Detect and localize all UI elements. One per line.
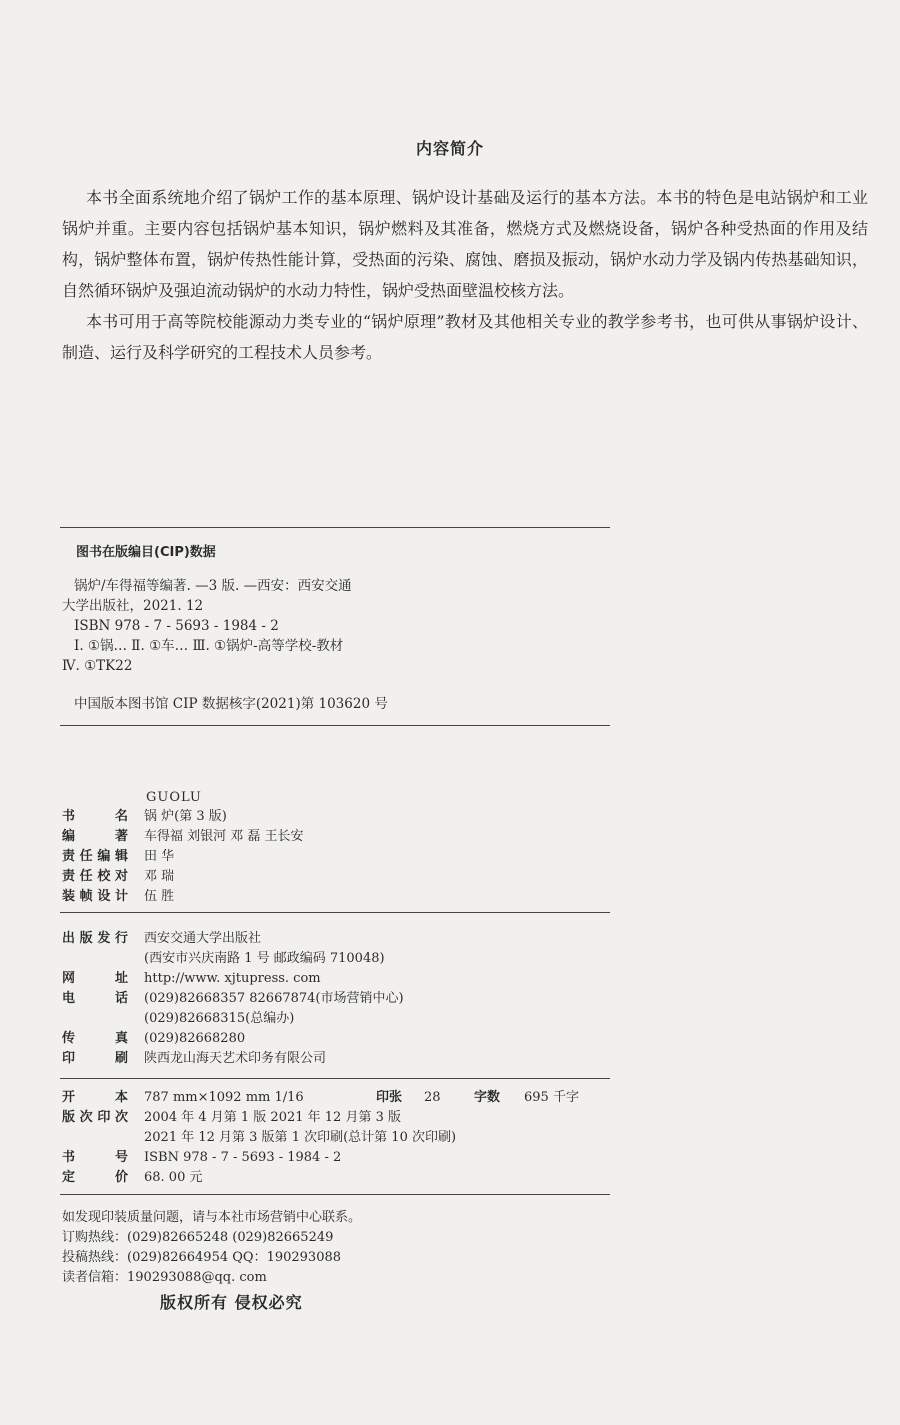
cip-record-number: 中国版本图书馆 CIP 数据核字(2021)第 103620 号 [74,696,388,712]
notice-line: 如发现印装质量问题，请与本社市场营销中心联系。 [62,1210,362,1225]
book-pinyin: GUOLU [146,790,202,805]
publisher-row-address [62,949,404,969]
row-label: 开本 [62,1090,128,1105]
sheets-label: 印张 [376,1090,403,1105]
row-value: 68. 00 元 [144,1170,203,1185]
row-label: 出版发行 [62,931,128,946]
publisher-row-phone-2 [62,1009,404,1029]
row-value: 西安交通大学出版社 [144,931,262,946]
book-info [62,807,304,907]
row-label: 装帧设计 [62,889,128,904]
notice-line: 订购热线：(029)82665248 (029)82665249 [62,1230,334,1245]
cip-line: ISBN 978 - 7 - 5693 - 1984 - 2 [74,618,279,634]
row-value: (029)82668315(总编办) [144,1011,295,1026]
intro-title: 内容简介 [415,139,484,158]
row-value: (西安市兴庆南路 1 号 邮政编码 710048) [144,951,385,966]
cip-bottom-rule [60,725,610,726]
row-value: 锅 炉(第 3 版) [144,809,227,824]
row-label: 印刷 [62,1051,128,1066]
book-row-authors [62,827,304,847]
cip-line: 大学出版社，2021. 12 [62,598,204,614]
cip-entry [62,576,352,676]
intro-paragraph-2: 本书可用于高等院校能源动力类专业的“锅炉原理”教材及其他相关专业的教学参考书，也可供从事锅炉设计、制造、运行及科学研究的工程技术人员参考。 [62,312,868,362]
spec-row-format [62,1088,579,1108]
row-label: 网址 [62,971,128,986]
row-value: 2021 年 12 月第 3 版第 1 次印刷(总计第 10 次印刷) [144,1130,457,1145]
row-label: 责任校对 [62,869,128,884]
row-value: 田 华 [144,849,175,864]
row-value: http://www. xjtupress. com [144,971,321,986]
publisher-row-phone [62,989,404,1009]
words-label: 字数 [474,1090,501,1105]
row-label: 电话 [62,991,128,1006]
notice-block [62,1208,361,1288]
row-label: 书名 [62,809,128,824]
intro-text [62,182,868,368]
copyright-notice: 版权所有 侵权必究 [160,1293,303,1312]
row-value: (029)82668357 82667874(市场营销中心) [144,991,404,1006]
spec-row-price [62,1168,579,1188]
cip-heading: 图书在版编目(CIP)数据 [76,545,216,560]
row-value: 陕西龙山海天艺术印务有限公司 [144,1051,327,1066]
publisher-rule [60,1078,610,1079]
row-value: 伍 胜 [144,889,175,904]
row-label: 版次印次 [62,1110,128,1125]
row-label: 定价 [62,1170,128,1185]
spec-row-printing [62,1128,579,1148]
format-value: 787 mm×1092 mm 1/16 [144,1090,304,1105]
publisher-row-printer [62,1049,404,1069]
spec-rule [60,1194,610,1195]
publisher-info [62,929,404,1069]
row-label: 编著 [62,829,128,844]
sheets-value: 28 [424,1090,441,1105]
row-value: 邓 瑞 [144,869,175,884]
spec-row-edition [62,1108,579,1128]
row-value: 2004 年 4 月第 1 版 2021 年 12 月第 3 版 [144,1110,401,1125]
row-label: 书号 [62,1150,128,1165]
cip-line: Ⅰ. ①锅… Ⅱ. ①车… Ⅲ. ①锅炉-高等学校-教材 [74,638,344,654]
book-rule [60,912,610,913]
words-value: 695 千字 [524,1090,579,1105]
book-row-proofreader [62,867,304,887]
notice-line: 读者信箱：190293088@qq. com [62,1270,267,1285]
publisher-row-website [62,969,404,989]
row-value: ISBN 978 - 7 - 5693 - 1984 - 2 [144,1150,342,1165]
book-row-editor [62,847,304,867]
cip-line: 锅炉/车得福等编著. —3 版. —西安：西安交通 [74,578,352,594]
row-label: 责任编辑 [62,849,128,864]
notice-line: 投稿热线：(029)82664954 QQ：190293088 [62,1250,342,1265]
cip-top-rule [60,527,610,528]
row-value: (029)82668280 [144,1031,246,1046]
publisher-row-name [62,929,404,949]
publisher-row-fax [62,1029,404,1049]
row-label: 传真 [62,1031,128,1046]
book-row-title [62,807,304,827]
spec-row-isbn [62,1148,579,1168]
book-row-designer [62,887,304,907]
intro-paragraph-1: 本书全面系统地介绍了锅炉工作的基本原理、锅炉设计基础及运行的基本方法。本书的特色是电站锅炉和工业锅炉并重。主要内容包括锅炉基本知识，锅炉燃料及其准备，燃烧方式及燃烧设备，锅炉各种受热面的作用及结构，锅炉整体布置，锅炉传热性能计算，受热面的污染、腐蚀、磨损及振动，锅炉水动力学及锅内传热基础知识，自然循环锅炉及强迫流动锅炉的水动力特性，锅炉受热面壁温校核方法。 [62,188,868,300]
row-value: 车得福 刘银河 邓 磊 王长安 [144,829,304,844]
spec-info [62,1088,579,1188]
cip-line: Ⅳ. ①TK22 [62,658,133,674]
